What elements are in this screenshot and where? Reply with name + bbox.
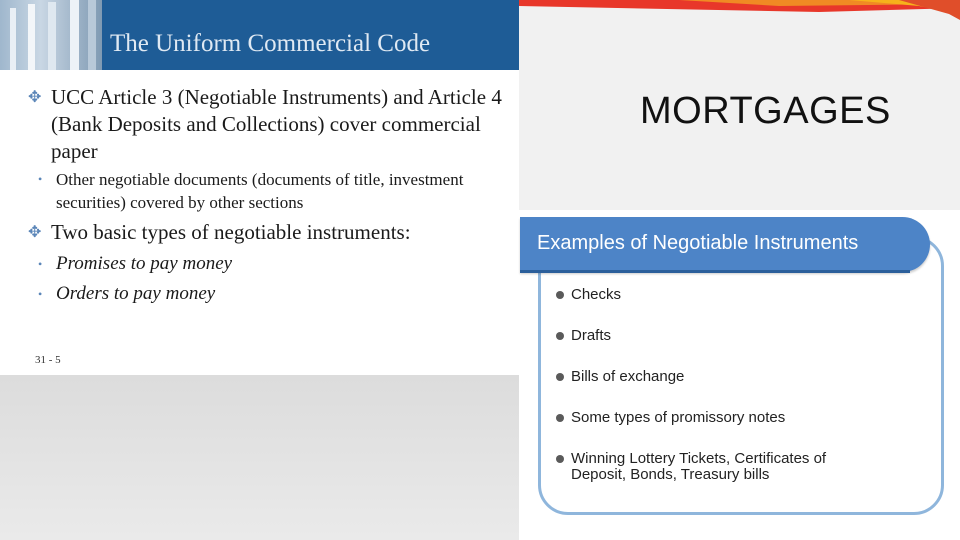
courthouse-photo [0,0,102,70]
page-number: 31 - 5 [35,354,61,366]
examples-list [556,287,876,508]
bullet-orders: • Orders to pay money [38,283,216,304]
bullet-dot-icon [556,373,564,381]
ucc-bullet-list [28,84,508,306]
examples-title: Examples of Negotiable Instruments [537,232,859,254]
list-item: Checks [556,287,876,303]
bullet-promises: • Promises to pay money [38,253,233,274]
gray-background-area [0,375,519,540]
list-item: Winning Lottery Tickets, Certificates of Deposit, Bonds, Treasury bills [556,451,876,483]
bullet-dot-icon [556,332,564,340]
bullet-dot-icon [556,455,564,463]
bullet-dot-icon [556,291,564,299]
examples-header-underline [520,270,910,273]
dot-bullet-icon: • [38,287,43,301]
diamond-bullet-icon: ✥ [28,224,42,241]
mortgages-title: MORTGAGES [640,90,891,132]
list-item: Some types of promissory notes [556,410,876,426]
bullet-other-documents: • Other negotiable documents (documents of title, investment securities) covered by other sections [38,170,464,212]
bullet-two-types: ✥ Two basic types of negotiable instruments: [28,220,411,244]
decorative-stripes [519,0,960,20]
ucc-title: The Uniform Commercial Code [110,30,431,57]
diamond-bullet-icon: ✥ [28,89,42,106]
ucc-header-bar [0,0,519,70]
bullet-ucc-articles: ✥ UCC Article 3 (Negotiable Instruments) and Article 4 (Bank Deposits and Collections) cover commercial paper [28,85,502,163]
list-item: Bills of exchange [556,369,876,385]
list-item: Drafts [556,328,876,344]
ucc-slide [0,0,519,375]
bullet-dot-icon [556,414,564,422]
dot-bullet-icon: • [38,257,43,271]
dot-bullet-icon: • [38,172,43,186]
